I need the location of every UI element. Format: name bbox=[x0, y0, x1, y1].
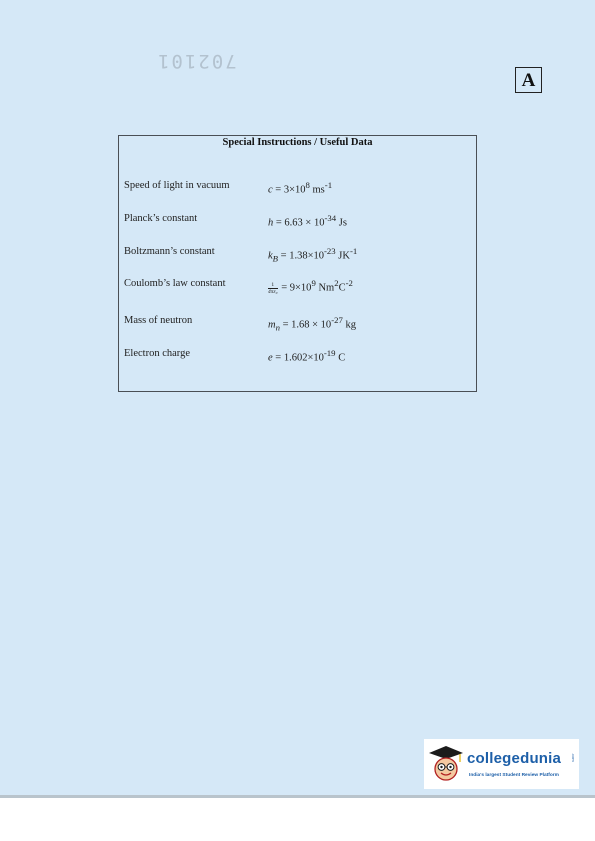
data-row-neutron-mass bbox=[124, 315, 471, 331]
row-value: $k_B = 1.38\times 10^{-23}$ $JK^{-1}$ bbox=[268, 246, 358, 264]
brand-name: collegedunia bbox=[467, 750, 562, 767]
collegedunia-watermark bbox=[424, 739, 579, 789]
data-row-planck bbox=[124, 213, 471, 229]
row-label: Planck’s constant bbox=[124, 213, 198, 224]
coulomb-fraction: $\frac{1}{\text{4πε₀}}$ bbox=[268, 281, 278, 295]
useful-data-box bbox=[118, 135, 477, 392]
row-value: $h = 6.63 \times 10^{-34}$ Js bbox=[268, 213, 347, 229]
row-label: Boltzmann’s constant bbox=[124, 246, 215, 257]
version-label: A bbox=[521, 69, 536, 91]
data-row-coulomb bbox=[124, 278, 471, 294]
row-value: $m_n = 1.68 \times 10^{-27}$ kg bbox=[268, 315, 356, 333]
row-label: Speed of light in vacuum bbox=[124, 180, 230, 191]
row-value: $\frac{1}{\text{4πε₀}}$ = $9\times 10^9$ $Nm^2C^{-2}$ bbox=[268, 278, 353, 295]
row-label: Electron charge bbox=[124, 348, 190, 359]
row-value: $c = 3\times 10^8$ $ms^{-1}$ bbox=[268, 180, 333, 196]
row-label: Coulomb’s law constant bbox=[124, 278, 226, 289]
data-row-speed-of-light bbox=[124, 180, 471, 196]
data-row-electron-charge bbox=[124, 348, 471, 364]
row-label: Mass of neutron bbox=[124, 315, 193, 326]
box-title: Special Instructions / Useful Data bbox=[222, 137, 373, 148]
row-value: $e = 1.602\times 10^{-19}$ C bbox=[268, 348, 346, 364]
scan-number: 702101 bbox=[156, 50, 237, 72]
data-row-boltzmann bbox=[124, 246, 471, 262]
brand-tagline: India's largest Student Review Platform bbox=[469, 773, 559, 778]
brand-suffix: .com bbox=[571, 753, 576, 762]
student-mascot-icon bbox=[428, 745, 464, 783]
version-box bbox=[515, 67, 542, 93]
page-edge bbox=[0, 795, 595, 798]
